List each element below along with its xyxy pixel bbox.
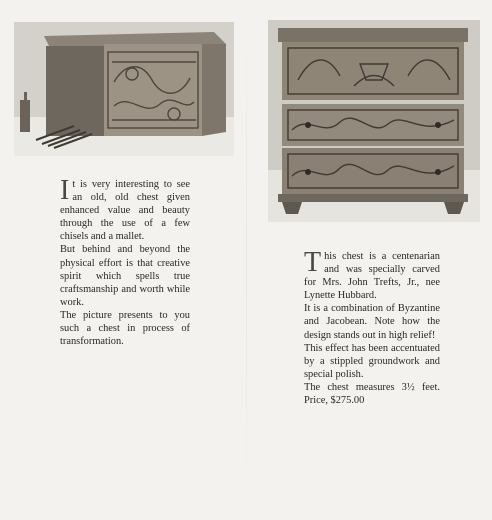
page-fold-shadow (246, 0, 247, 520)
right-caption-paragraph-4: The chest measures 3½ feet. Price, $275.00 (304, 381, 440, 407)
chest-in-progress-photo (14, 22, 234, 156)
chest-in-progress-illustration (14, 22, 234, 156)
right-caption-paragraph-3: This effect has been accentuated by a stippled groundwork and special polish. (304, 342, 440, 380)
left-caption-dropcap: I (60, 175, 70, 206)
right-caption (304, 247, 440, 407)
carved-chest-illustration (268, 20, 480, 222)
right-caption-paragraph-2: It is a combination of Byzantine and Jacobean. Note how the design stands out in high relief! (304, 303, 440, 341)
left-caption-paragraph-2: But behind and beyond the physical effort is that creative spirit which spells true craftsmanship and worth while work. (60, 244, 190, 308)
left-caption (60, 175, 190, 348)
left-caption-paragraph-1: t is very interesting to see an old, old chest given enhanced value and beauty through the use of a few chisels and a mallet. (60, 179, 190, 243)
right-caption-dropcap: T (304, 247, 322, 278)
left-caption-paragraph-3: The picture presents to you such a chest in process of transformation. (60, 309, 190, 348)
right-caption-paragraph-1: his chest is a centenarian and was specially carved for Mrs. John Trefts, Jr., nee Lynette Hubbard. (304, 251, 440, 302)
carved-chest-photo (268, 20, 480, 222)
